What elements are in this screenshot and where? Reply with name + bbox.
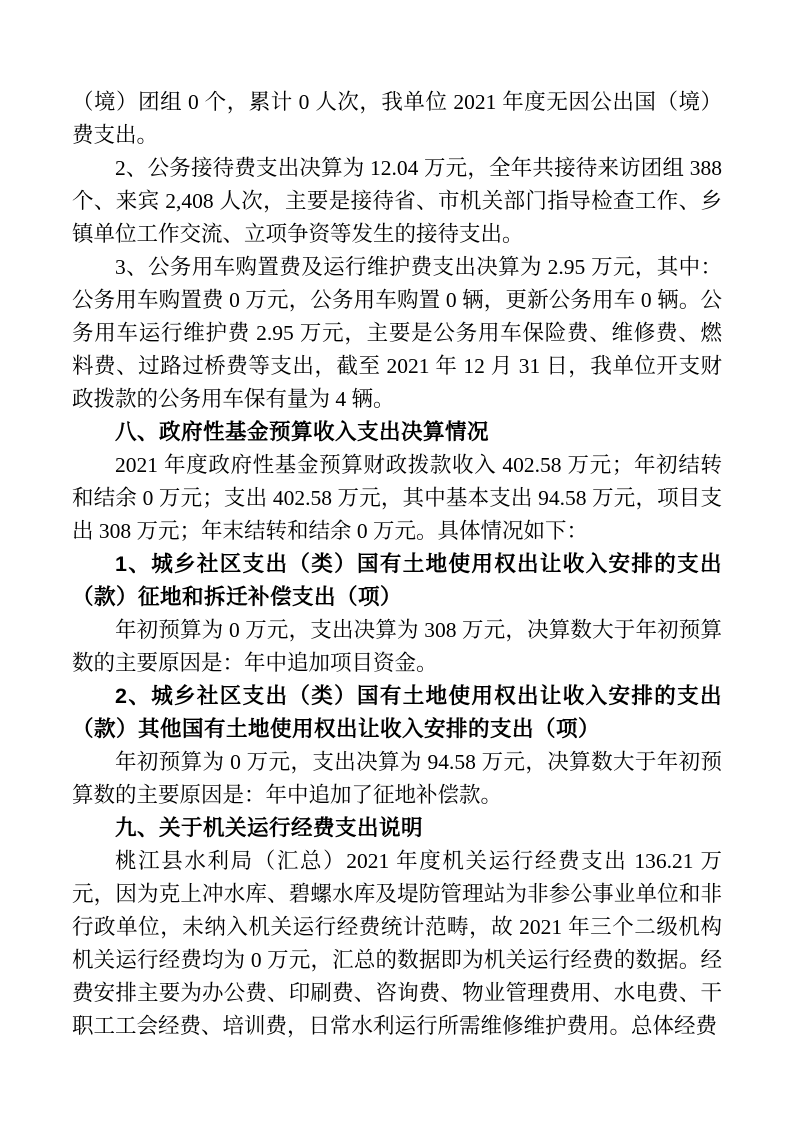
paragraph-agency-operation-expense: 桃江县水利局（汇总）2021 年度机关运行经费支出 136.21 万元，因为克上冲水库、碧螺水库及堤防管理站为非参公事业单位和非行政单位，未纳入机关运行经费统计范畴，故 2021 年三个二级机构机关运行经费均为 0 万元，汇总的数据即为机关运行经费的数据。经费安排主要为办公费、印刷费、咨询费、物业管理费用、水电费、干职工工会经费、培训费，日常水利运行所需维修维护费用。总体经费 <box>72 849 722 1038</box>
heading-section-9-agency-operation-expense: 九、关于机关运行经费支出说明 <box>115 816 424 840</box>
paragraph-overseas-trips-continuation: （境）团组 0 个，累计 0 人次，我单位 2021 年度无因公出国（境）费支出。 <box>72 90 722 147</box>
document-body <box>72 86 722 1043</box>
heading-item-2-other-land-transfer-expense: 2、城乡社区支出（类）国有土地使用权出让收入安排的支出（款）其他国有土地使用权出让收入安排的支出（项） <box>72 684 722 741</box>
paragraph-official-reception-expense: 2、公务接待费支出决算为 12.04 万元，全年共接待来访团组 388 个、来宾 2,408 人次，主要是接待省、市机关部门指导检查工作、乡镇单位工作交流、立项争资等发生的接待支出。 <box>72 156 722 246</box>
paragraph-government-fund-overview: 2021 年度政府性基金预算财政拨款收入 402.58 万元；年初结转和结余 0 万元；支出 402.58 万元，其中基本支出 94.58 万元，项目支出 308 万元；年末结转和结余 0 万元。具体情况如下： <box>72 453 722 543</box>
heading-item-1-land-transfer-compensation: 1、城乡社区支出（类）国有土地使用权出让收入安排的支出（款）征地和拆迁补偿支出（项） <box>72 552 722 609</box>
paragraph-item-2-explanation: 年初预算为 0 万元，支出决算为 94.58 万元，决算数大于年初预算数的主要原因是：年中追加了征地补偿款。 <box>72 750 722 807</box>
heading-section-8-government-fund-budget: 八、政府性基金预算收入支出决算情况 <box>115 420 490 444</box>
paragraph-item-1-explanation: 年初预算为 0 万元，支出决算为 308 万元，决算数大于年初预算数的主要原因是：年中追加项目资金。 <box>72 618 722 675</box>
paragraph-official-vehicle-expense: 3、公务用车购置费及运行维护费支出决算为 2.95 万元，其中：公务用车购置费 0 万元，公务用车购置 0 辆，更新公务用车 0 辆。公务用车运行维护费 2.95 万元，主要是公务用车保险费、维修费、燃料费、过路过桥费等支出，截至 2021 年 12 月 31 日，我单位开支财政拨款的公务用车保有量为 4 辆。 <box>72 255 722 411</box>
